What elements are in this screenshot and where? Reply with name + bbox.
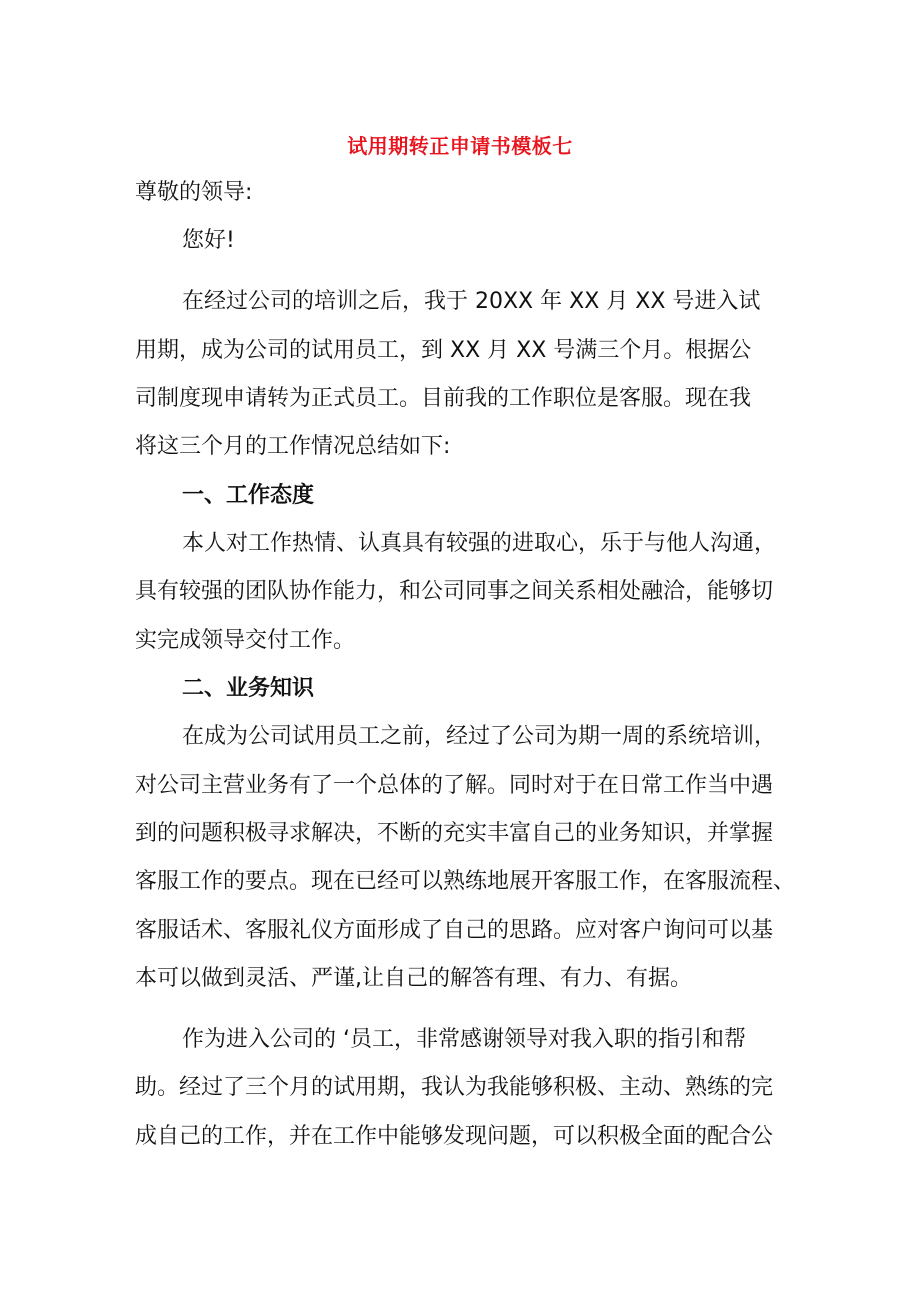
section1-line: 本人对工作热情、认真具有较强的进取心，乐于与他人沟通，: [182, 531, 777, 556]
section2-line: 在成为公司试用员工之前，经过了公司为期一周的系统培训，: [182, 724, 777, 749]
greeting: 尊敬的领导:: [135, 180, 253, 205]
final-paragraph-line: 助。经过了三个月的试用期，我认为我能够积极、主动、熟练的完: [135, 1075, 774, 1100]
section2-line: 客服工作的要点。现在已经可以熟练地展开客服工作，在客服流程、: [135, 869, 796, 894]
paragraph1-line: 司制度现申请转为正式员工。目前我的工作职位是客服。现在我: [135, 386, 752, 411]
section2-line: 本可以做到灵活、严谨,让自己的解答有理、有力、有据。: [135, 966, 692, 991]
final-paragraph-line: 作为进入公司的 ‘员工，非常感谢领导对我入职的指引和帮: [182, 1027, 746, 1052]
paragraph1-line: 将这三个月的工作情况总结如下:: [135, 434, 451, 459]
section2-line: 到的问题积极寻求解决，不断的充实丰富自己的业务知识，并掌握: [135, 821, 774, 846]
section1-line: 具有较强的团队协作能力，和公司同事之间关系相处融洽，能够切: [135, 579, 774, 604]
paragraph1-line: 在经过公司的培训之后，我于 20XX 年 XX 月 XX 号进入试: [182, 289, 761, 314]
section1-heading: 一、工作态度: [182, 483, 315, 508]
document-title: 试用期转正申请书模板七: [347, 134, 573, 158]
section2-heading: 二、业务知识: [182, 676, 315, 701]
salutation: 您好!: [182, 228, 235, 253]
section2-line: 对公司主营业务有了一个总体的了解。同时对于在日常工作当中遇: [135, 773, 774, 798]
section1-line: 实完成领导交付工作。: [135, 628, 356, 653]
final-paragraph-line: 成自己的工作，并在工作中能够发现问题，可以积极全面的配合公: [135, 1124, 774, 1149]
section2-line: 客服话术、客服礼仪方面形成了自己的思路。应对客户询问可以基: [135, 918, 774, 943]
paragraph1-line: 用期，成为公司的试用员工，到 XX 月 XX 号满三个月。根据公: [135, 338, 752, 363]
